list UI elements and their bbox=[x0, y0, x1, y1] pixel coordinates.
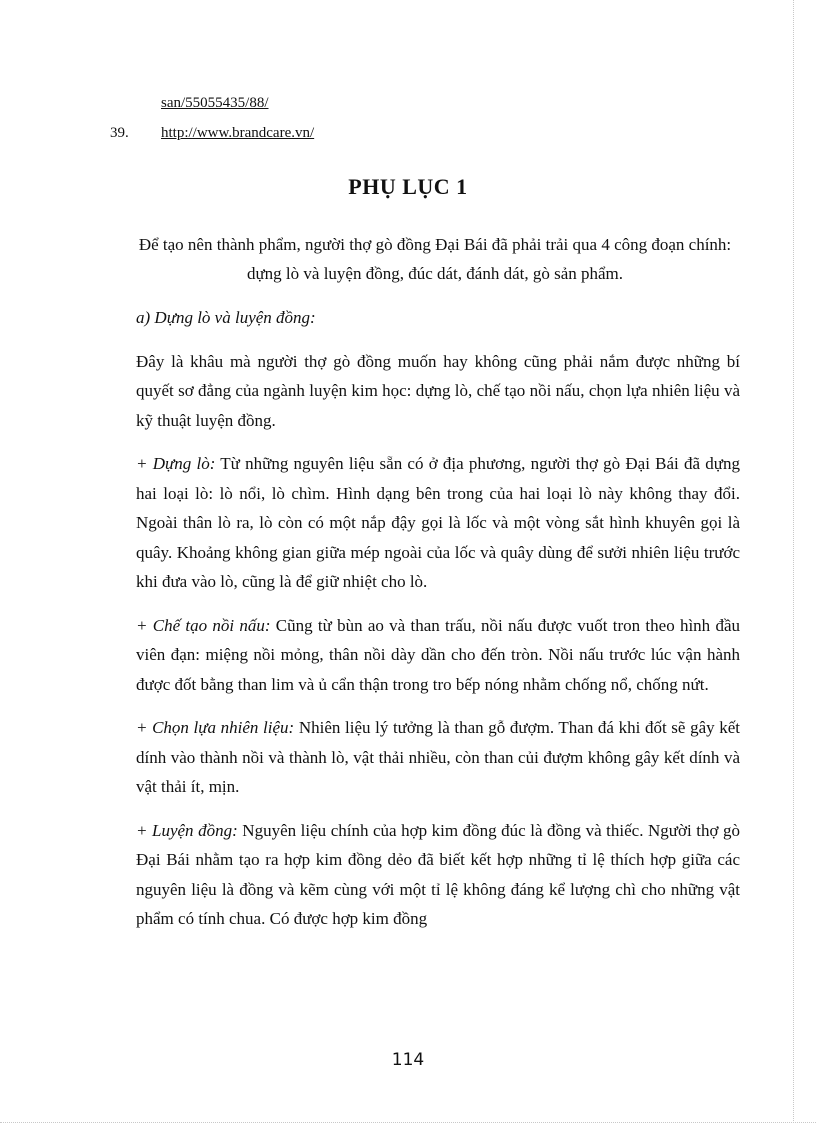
page-number: 114 bbox=[391, 1050, 425, 1070]
reference-item-39 bbox=[110, 125, 314, 142]
item-chon-lua-nhien-lieu: + Chọn lựa nhiên liệu: Nhiên liệu lý tưởng là than gỗ đượm. Than đá khi đốt sẽ gây kết dính vào thành nồi và thành lò, vật thải nhiều, còn than củi đượm không gây kết dính và vật thải ít, mịn. bbox=[136, 718, 740, 796]
page-title: PHỤ LỤC 1 bbox=[348, 174, 468, 199]
item-luyen-dong: + Luyện đồng: Nguyên liệu chính của hợp kim đồng đúc là đồng và thiếc. Người thợ gò Đại Bái nhằm tạo ra hợp kim đồng dẻo đã biết kết hợp những tỉ lệ thích hợp giữa các nguyên liệu là đồng và kẽm cùng với một tỉ lệ không đáng kể lượng chì cho những vật phẩm có tính chua. Có được hợp kim đồng bbox=[136, 820, 740, 928]
reference-continuation bbox=[161, 95, 269, 112]
item-che-tao-noi-nau: + Chế tạo nồi nấu: Cũng từ bùn ao và than trấu, nồi nấu được vuốt tron theo hình đầu viên đạn: miệng nồi mỏng, thân nồi dày dần cho đến tròn. Nồi nấu trước lúc vận hành được đốt bằng than lim và ủ cẩn thận trong tro bếp nóng nhằm chống nổ, chống nứt. bbox=[136, 615, 740, 694]
reference-number: 39. bbox=[110, 125, 129, 141]
reference-continuation-link[interactable]: san/55055435/88/ bbox=[161, 95, 269, 111]
section-a-paragraph: Đây là khâu mà người thợ gò đồng muốn hay không cũng phải nắm được những bí quyết sơ đẳng của ngành luyện kim học: dựng lò, chế tạo nồi nấu, chọn lựa nhiên liệu và kỹ thuật luyện đồng. bbox=[136, 351, 740, 430]
reference-link-brandcare[interactable]: http://www.brandcare.vn/ bbox=[161, 125, 315, 141]
section-a-heading: a) Dựng lò và luyện đồng: bbox=[136, 308, 316, 327]
page-right-border bbox=[792, 0, 794, 1123]
item-dung-lo: + Dựng lò: Từ những nguyên liệu sẵn có ở địa phương, người thợ gò Đại Bái đã dựng hai loại lò: lò nổi, lò chìm. Hình dạng bên trong của hai loại lò này không thay đổi. Ngoài thân lò ra, lò còn có một nắp đậy gọi là lốc và một vòng sắt hình khuyên gọi là quây. Khoảng không gian giữa mép ngoài của lốc và quây dùng để sưởi nhiên liệu trước khi đưa vào lò, cũng là để giữ nhiệt cho lò. bbox=[136, 454, 740, 591]
main-content bbox=[136, 303, 740, 948]
intro-paragraph: Để tạo nên thành phẩm, người thợ gò đồng Đại Bái đã phải trải qua 4 công đoạn chính: dựng lò và luyện đồng, đúc dát, đánh dát, gò sản phẩm. bbox=[138, 235, 732, 283]
